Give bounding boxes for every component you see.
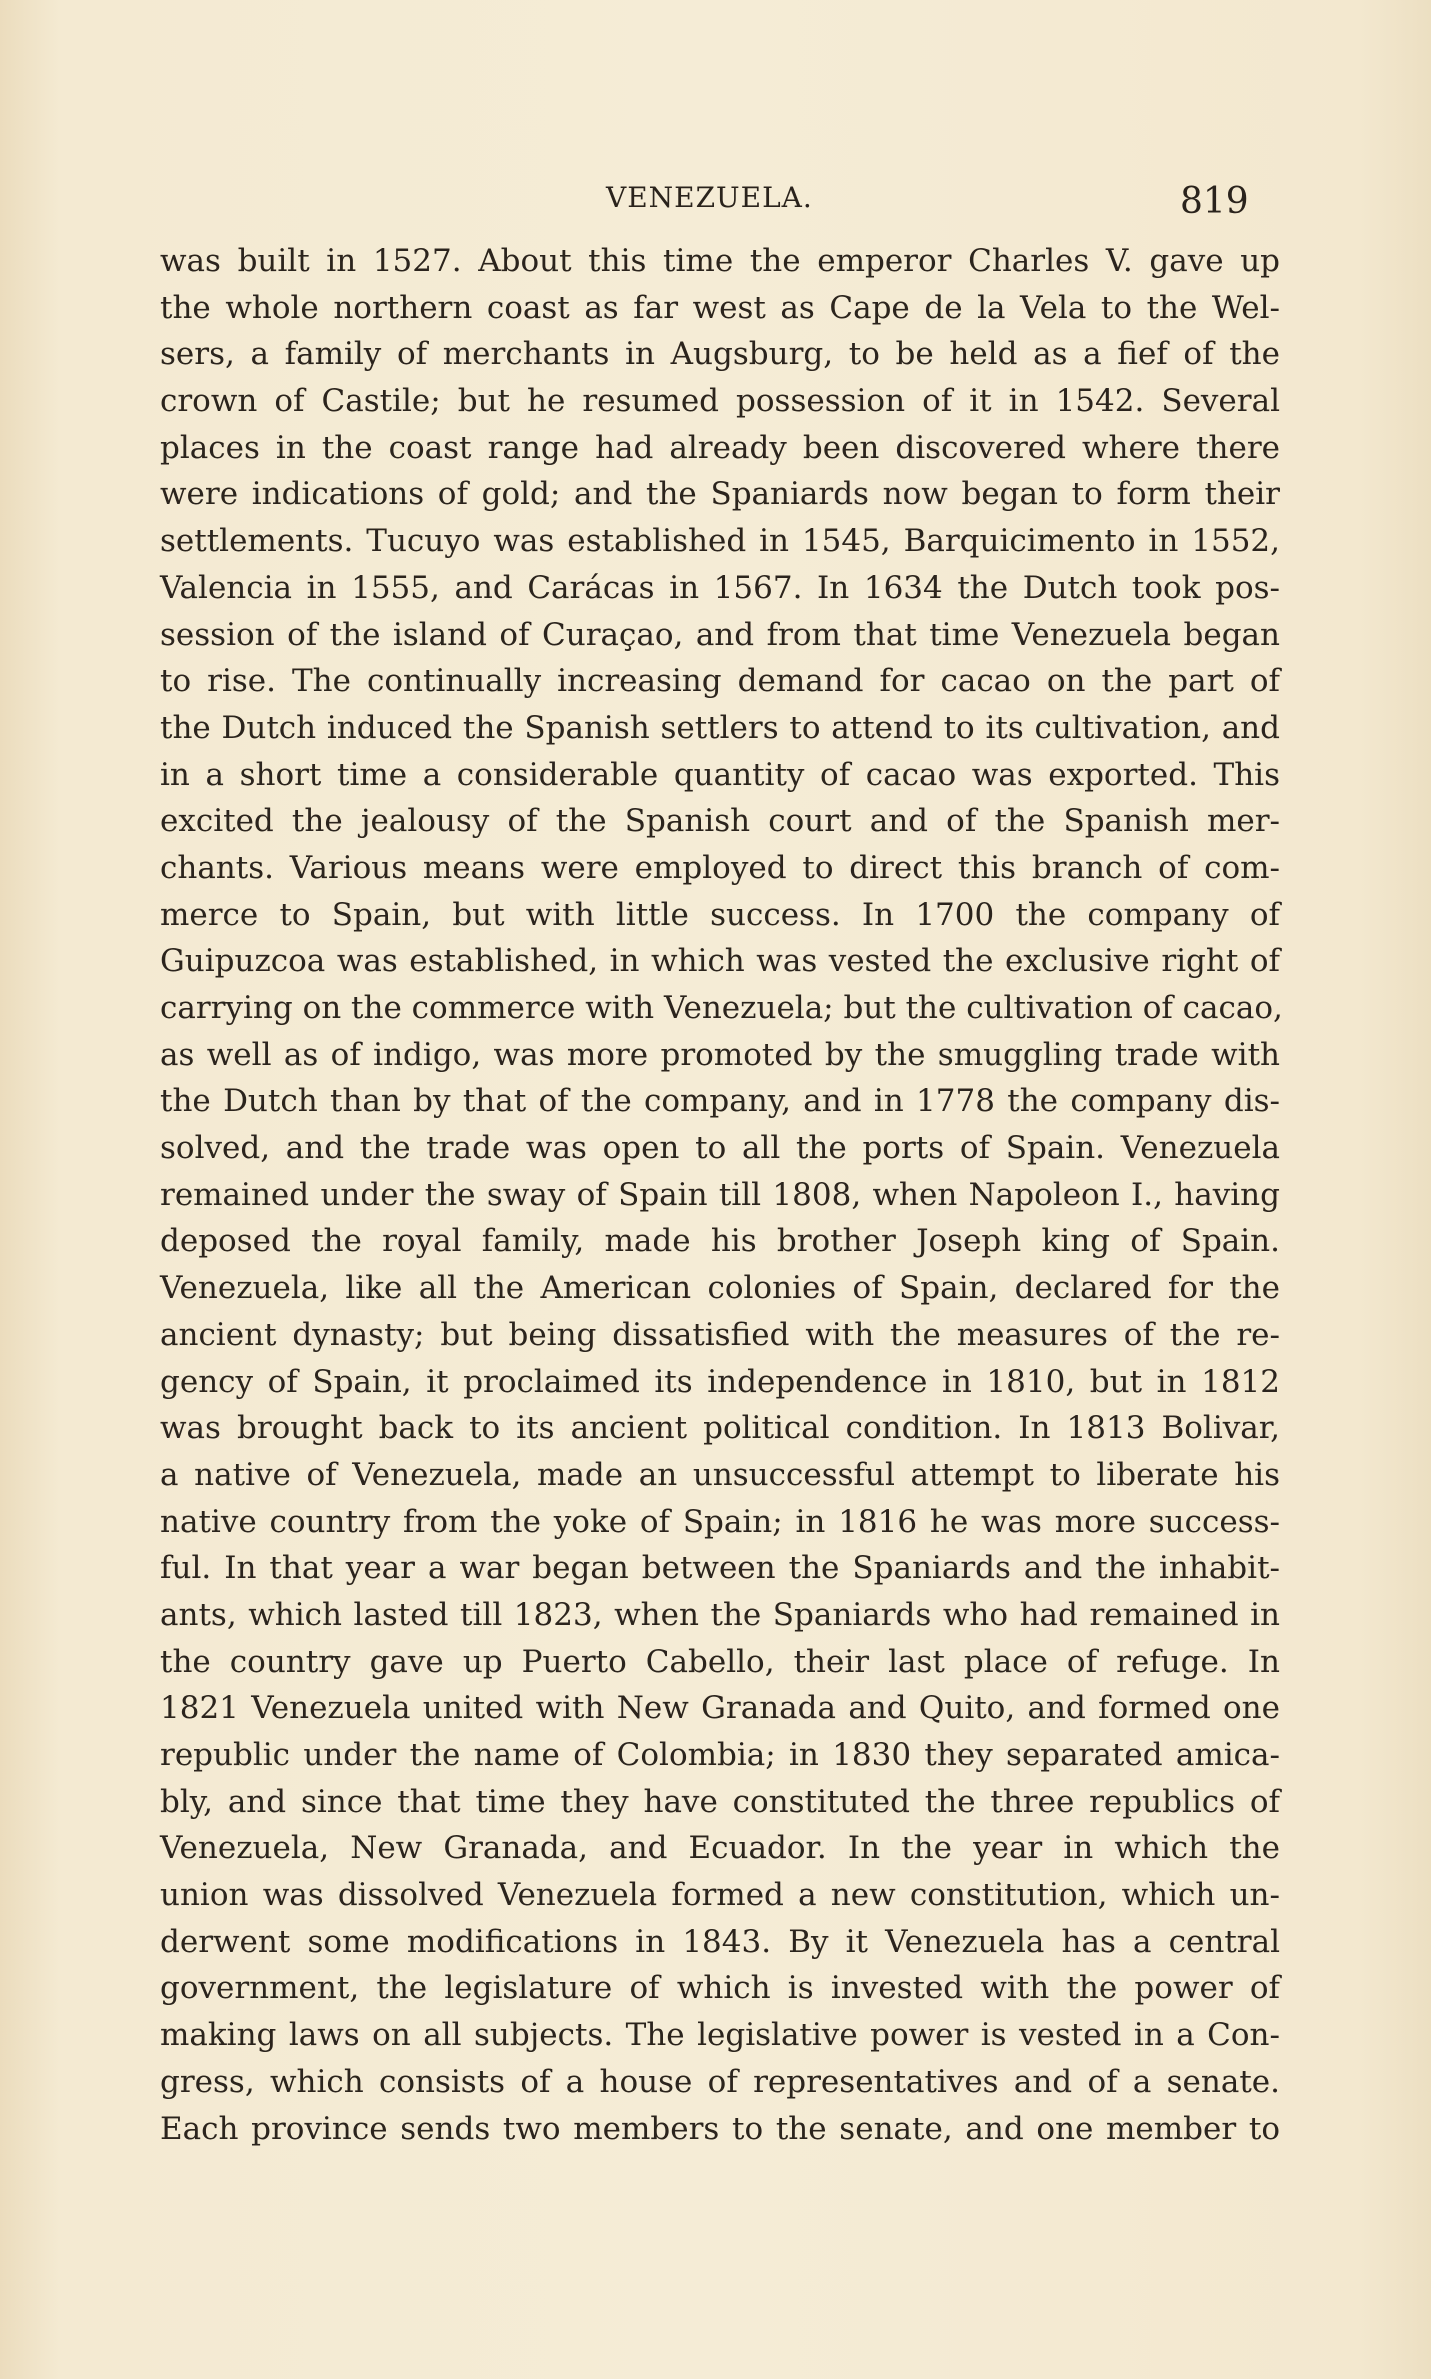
text-line: solved, and the trade was open to all the ports of Spain. Venezuela [160, 1130, 1280, 1167]
text-line: as well as of indigo, was more promoted by the smuggling trade with [160, 1036, 1280, 1073]
text-line: chants. Various means were employed to direct this branch of com- [160, 849, 1280, 886]
text-line: remained under the sway of Spain till 1808, when Napoleon I., having [160, 1176, 1280, 1213]
page-number: 819 [1180, 181, 1249, 222]
text-line: gress, which consists of a house of representatives and of a senate. [160, 2063, 1280, 2100]
text-line: to rise. The continually increasing demand for cacao on the part of [160, 663, 1280, 700]
text-line: places in the coast range had already been discovered where there [160, 429, 1280, 466]
text-line: was built in 1527. About this time the emperor Charles V. gave up [160, 243, 1280, 279]
text-line: making laws on all subjects. The legislative power is vested in a Con- [160, 2017, 1280, 2054]
text-line: ful. In that year a war began between the Spaniards and the inhabit- [160, 1550, 1280, 1587]
text-line: bly, and since that time they have constituted the three republics of [160, 1783, 1280, 1820]
text-line: the Dutch than by that of the company, and in 1778 the company dis- [160, 1083, 1280, 1120]
text-line: the whole northern coast as far west as Cape de la Vela to the Wel- [160, 289, 1280, 326]
text-line: deposed the royal family, made his brother Joseph king of Spain. [160, 1223, 1280, 1260]
text-line: settlements. Tucuyo was established in 1545, Barquicimento in 1552, [160, 523, 1280, 560]
text-line: native country from the yoke of Spain; in 1816 he was more success- [160, 1503, 1280, 1540]
text-line: republic under the name of Colombia; in 1830 they separated amica- [160, 1737, 1280, 1773]
text-line: derwent some modifications in 1843. By it Venezuela has a central [160, 1923, 1280, 1960]
text-line: gency of Spain, it proclaimed its independence in 1810, but in 1812 [160, 1363, 1280, 1400]
text-line: merce to Spain, but with little success. In 1700 the company of [160, 896, 1280, 933]
running-title: VENEZUELA. [606, 181, 813, 214]
text-line: was brought back to its ancient political condition. In 1813 Bolivar, [160, 1410, 1280, 1447]
text-line: ants, which lasted till 1823, when the Spaniards who had remained in [160, 1596, 1280, 1633]
text-line: carrying on the commerce with Venezuela; but the cultivation of cacao, [160, 990, 1283, 1026]
text-line: union was dissolved Venezuela formed a new constitution, which un- [160, 1877, 1280, 1914]
text-line: session of the island of Curaçao, and from that time Venezuela began [160, 616, 1280, 653]
text-line: in a short time a considerable quantity of cacao was exported. This [160, 756, 1280, 793]
text-line: 1821 Venezuela united with New Granada and Quito, and formed one [160, 1690, 1280, 1727]
text-line: Each province sends two members to the senate, and one member to [160, 2110, 1280, 2147]
text-line: the Dutch induced the Spanish settlers to attend to its cultivation, and [160, 709, 1280, 746]
text-line: government, the legislature of which is invested with the power of [160, 1970, 1280, 2007]
text-line: Venezuela, New Granada, and Ecuador. In the year in which the [160, 1830, 1280, 1867]
text-line: Venezuela, like all the American colonies of Spain, declared for the [160, 1270, 1280, 1307]
text-line: were indications of gold; and the Spaniards now began to form their [160, 476, 1280, 513]
text-line: the country gave up Puerto Cabello, their last place of refuge. In [160, 1643, 1280, 1680]
text-line: sers, a family of merchants in Augsburg, to be held as a fief of the [160, 336, 1280, 373]
text-line: ancient dynasty; but being dissatisfied with the measures of the re- [160, 1316, 1280, 1353]
text-line: crown of Castile; but he resumed possession of it in 1542. Several [160, 383, 1280, 420]
text-line: Valencia in 1555, and Carácas in 1567. In 1634 the Dutch took pos- [160, 569, 1280, 606]
text-line: excited the jealousy of the Spanish court and of the Spanish mer- [160, 803, 1280, 840]
body-text [160, 238, 1283, 2152]
text-line: Guipuzcoa was established, in which was vested the exclusive right of [160, 943, 1280, 980]
text-line: a native of Venezuela, made an unsuccessful attempt to liberate his [160, 1456, 1280, 1493]
